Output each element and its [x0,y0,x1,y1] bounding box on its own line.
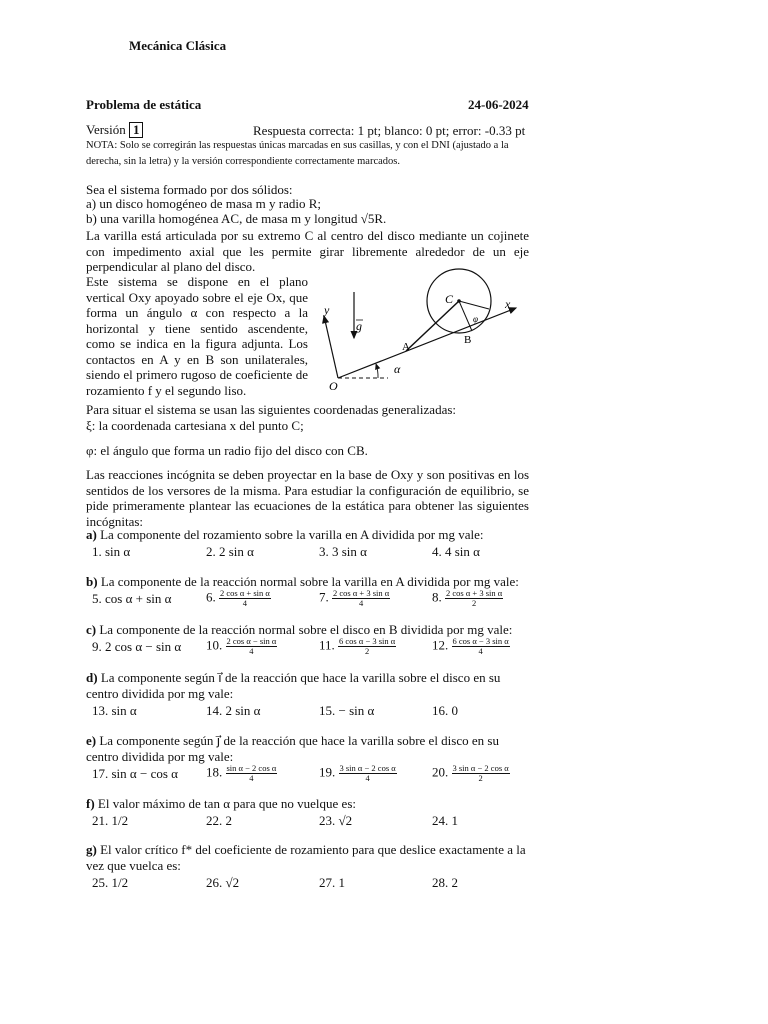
coord-xi: ξ: la coordenada cartesiana x del punto C; [86,418,304,433]
answer-option [319,875,345,891]
answer-option [206,813,232,829]
answer-option [319,764,397,783]
option-fraction [332,589,390,608]
option-value: sin α [105,544,131,559]
answer-option [92,591,171,607]
answer-option [432,703,458,719]
note-text: NOTA: Solo se corregirán las respuestas únicas marcadas en sus casillas, y con el DNI (ajustado a la derecha, sin la letra) y la versión correspondiente correctamente marcados. [86,140,509,167]
answer-option [319,813,352,829]
fraction-numerator: 2 cos α − sin α [226,636,277,646]
y-axis [324,316,338,378]
answer-option [319,589,390,608]
question-text: La componente del rozamiento sobre la varilla en A dividida por mg vale: [100,527,484,542]
answer-option [206,875,239,891]
option-number: 22. [206,813,226,828]
fraction-numerator: 2 cos α + 3 sin α [446,588,503,598]
option-number: 20. [432,763,452,779]
fraction-numerator: 2 cos α + 3 sin α [333,588,390,598]
option-number: 16. [432,702,452,718]
answer-option [92,703,137,719]
answer-option [92,875,128,891]
label-x: x [505,297,511,311]
question-text: La componente de la reacción normal sobre el disco en B dividida por mg vale: [99,622,513,637]
fraction-denominator: 2 [478,772,483,783]
option-value: sin α [111,702,137,718]
option-number: 14. [206,702,226,718]
answer-option [432,637,510,656]
answer-option [206,764,277,783]
option-fraction [452,764,510,783]
label-y: y [324,303,330,317]
label-B: B [464,334,472,346]
system-figure [312,268,532,396]
version-line [86,122,143,138]
answer-option [92,766,178,782]
option-fraction [226,764,278,783]
option-number: 7. [319,589,332,605]
option-value: 1 [451,813,458,828]
exam-date: 24-06-2024 [468,97,529,112]
option-value: √2 [338,813,353,828]
intro-para-2: Este sistema se dispone en el plano vertical Oxy apoyado sobre el eje Ox, que forma un ángulo α con respecto a la horizontal y tiene sentido ascendente, como se indica en la figura adjunta. Los contactos en A y en B son unilaterales, siendo el primero rugoso de coeficiente de rozamiento f y el segundo liso. [86,274,308,398]
option-value: 4 sin α [445,544,480,559]
course-title: Mecánica Clásica [129,38,227,53]
version-box: 1 [129,122,144,138]
label-alpha: α [394,362,401,376]
option-fraction [339,764,397,783]
problem-title: Problema de estática [86,97,202,112]
option-value: 2 cos α − sin α [105,639,182,654]
question-text: La componente según ı⃗ de la reacción que hace la varilla sobre el disco en su centro dividida por mg vale: [86,670,501,701]
option-number: 9. [92,639,105,654]
fraction-denominator: 2 [365,646,370,656]
option-value: sin α − cos α [111,765,178,781]
rod-AC [406,301,459,351]
fraction-numerator: 6 cos α − 3 sin α [339,636,396,646]
answer-option [319,544,367,560]
question-label: a) [86,527,101,542]
option-value: 1 [338,874,345,890]
x-axis [338,308,516,378]
coord-phi: φ: el ángulo que forma un radio fijo del disco con CB. [86,443,368,458]
fraction-denominator: 4 [249,772,254,783]
option-value: 0 [451,702,458,718]
option-number: 12. [432,637,452,653]
option-number: 27. [319,874,339,890]
option-value: 1/2 [111,813,129,828]
fraction-denominator: 2 [471,598,477,608]
scoring-text: Respuesta correcta: 1 pt; blanco: 0 pt; error: -0.33 pt [253,123,526,138]
answer-option [432,544,480,560]
option-number: 26. [206,874,226,890]
fraction-denominator: 4 [242,598,248,608]
answer-option [319,703,374,719]
option-number: 18. [206,763,226,779]
option-fraction [226,637,278,656]
version-label: Versión [86,122,126,137]
answer-option [432,875,458,891]
answer-option [206,589,271,608]
option-fraction [219,589,271,608]
option-value: 2 sin α [219,544,254,559]
fraction-denominator: 4 [478,646,483,656]
option-number: 6. [206,589,219,605]
option-number: 4. [432,544,445,559]
option-number: 10. [206,637,226,653]
question-text: La componente de la reacción normal sobre la varilla en A dividida por mg vale: [100,574,519,589]
question-a [86,527,529,543]
question-label: d) [86,670,101,685]
option-number: 11. [319,637,339,653]
option-number: 17. [92,765,112,781]
answer-option [432,764,510,783]
option-fraction [445,589,503,608]
answer-option [92,544,130,560]
alpha-arc [376,364,378,378]
label-A: A [402,341,410,353]
option-fraction [338,637,396,656]
intro-para-1: La varilla está articulada por su extremo C al centro del disco mediante un cojinete con impedimento axial que les permite girar libremente alrededor de un eje perpendicular al plano del disco. [86,228,529,274]
label-C: C [445,292,454,306]
answer-option [319,637,396,656]
fraction-denominator: 4 [365,772,370,783]
answer-option [432,813,458,829]
option-fraction [452,637,510,656]
answer-option [206,703,260,719]
option-number: 2. [206,544,219,559]
question-label: b) [86,574,101,589]
fraction-numerator: 3 sin α − 2 cos α [452,762,509,773]
answer-option [432,589,503,608]
option-number: 13. [92,702,112,718]
option-number: 1. [92,544,105,559]
option-number: 3. [319,544,332,559]
option-number: 23. [319,813,339,828]
option-value: − sin α [338,702,375,718]
point-C [457,299,461,303]
question-f [86,796,529,812]
question-d [86,670,529,701]
option-value: 2 [451,874,458,890]
question-text: El valor máximo de tan α para que no vuelque es: [97,796,356,811]
label-O: O [329,379,338,393]
question-label: c) [86,622,100,637]
question-g [86,842,529,873]
option-value: 3 sin α [332,544,367,559]
fraction-denominator: 4 [249,646,254,656]
answer-option [92,813,128,829]
fraction-numerator: 6 cos α − 3 sin α [452,636,509,646]
question-text: La componente según ȷ⃗ de la reacción que hace la varilla sobre el disco en su centro dividida por mg vale: [86,733,499,764]
radius-CB [459,301,472,331]
label-phi: φ [473,314,478,324]
option-number: 25. [92,874,112,890]
option-number: 24. [432,813,452,828]
fraction-denominator: 4 [358,598,364,608]
reactions-text: Las reacciones incógnita se deben proyectar en la base de Oxy y son positivas en los sentidos de los versores de la misma. Para estudiar la configuración de equilibrio, se pide primeramente plantear las ecuaciones de la estática para obtener las siguientes incógnitas: [86,467,529,529]
option-number: 28. [432,874,452,890]
option-value: 1/2 [111,874,129,890]
option-number: 21. [92,813,112,828]
option-number: 19. [319,763,339,779]
answer-option [206,637,277,656]
question-e [86,733,529,764]
intro-item-b: b) una varilla homogénea AC, de masa m y longitud √5R. [86,211,387,226]
question-label: f) [86,796,98,811]
option-value: cos α + sin α [105,591,172,606]
option-number: 5. [92,591,105,606]
option-value: √2 [225,874,240,890]
option-number: 8. [432,589,445,605]
fraction-numerator: sin α − 2 cos α [226,762,277,773]
option-value: 2 sin α [225,702,261,718]
question-text: El valor crítico f* del coeficiente de rozamiento para que deslice exactamente a la vez que vuelca es: [86,842,526,873]
question-label: e) [86,733,100,748]
intro-line: Sea el sistema formado por dos sólidos: [86,182,293,197]
question-label: g) [86,842,101,857]
coords-intro: Para situar el sistema se usan las siguientes coordenadas generalizadas: [86,402,457,417]
fraction-numerator: 2 cos α + sin α [220,588,270,598]
label-g: g [356,319,362,333]
intro-item-a: a) un disco homogéneo de masa m y radio R; [86,196,322,211]
answer-option [206,544,254,560]
option-value: 2 [225,813,232,828]
option-number: 15. [319,702,339,718]
fraction-numerator: 3 sin α − 2 cos α [339,762,396,773]
radius-fixed [459,301,489,309]
answer-option [92,639,181,655]
